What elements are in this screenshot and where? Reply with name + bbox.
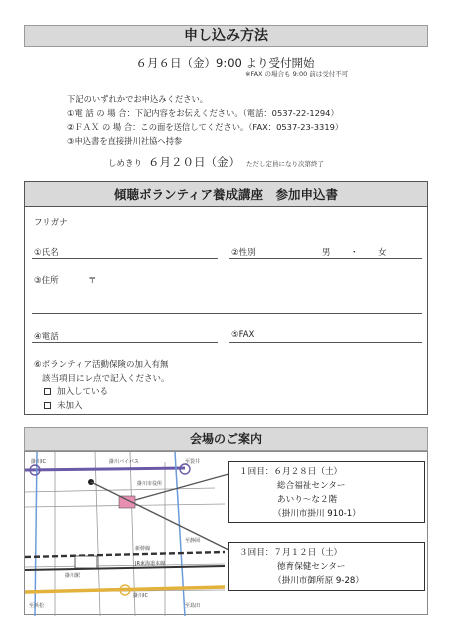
venue-session-3 — [228, 542, 425, 591]
instruction-intro: 下記のいずれかでお申込みください。 — [67, 94, 209, 104]
address-label: ③住所 — [34, 276, 59, 286]
furigana-label: フリガナ — [34, 218, 68, 228]
session-1-address: （掛川市掛川 910-1） — [273, 509, 361, 519]
reception-start: ６月６日（金）9:00 より受付開始 — [135, 56, 315, 70]
postal-mark: 〒 — [88, 276, 97, 286]
gender-label: ②性別 — [231, 248, 256, 258]
map-label-shimada: 至島田 — [185, 603, 201, 609]
insurance-option-not-enrolled[interactable] — [44, 399, 83, 411]
gender-field-line — [229, 258, 422, 259]
map-label-bypass: 掛川バイパス — [109, 459, 139, 465]
session-1-place: 総合福祉センター — [277, 481, 346, 491]
insurance-hint: 該当項目にレ点で記入ください。 — [42, 374, 170, 384]
name-label: ①氏名 — [34, 248, 59, 258]
checkbox-icon[interactable] — [44, 388, 51, 395]
fax-label: ⑤FAX — [231, 330, 255, 340]
map-label-station: 掛川駅 — [65, 573, 81, 579]
deadline — [108, 154, 324, 170]
session-3-place: 徳育保健センター — [277, 562, 346, 572]
insurance-question: ⑥ボランティア活動保険の加入有無 — [34, 360, 169, 370]
map-label-hamamatsu: 至浜松 — [29, 603, 45, 609]
map-label-shizuoka: 至静岡 — [185, 538, 201, 544]
map-label-ic: 掛川IC — [31, 459, 46, 465]
name-field-line[interactable] — [32, 258, 218, 259]
map-label-cityhall: 掛川市役所 — [137, 481, 163, 487]
application-method-header: 申し込み方法 — [24, 25, 428, 47]
option-label: 未加入 — [57, 401, 83, 411]
gender-male-option[interactable]: 男 — [322, 248, 331, 258]
checkbox-icon[interactable] — [44, 402, 51, 409]
phone-label: ④電話 — [34, 332, 59, 342]
map-label-ic2: 掛川IC — [133, 593, 148, 599]
gender-separator: ・ — [350, 248, 359, 258]
map-label-jr: JR東海道本線 — [135, 561, 165, 567]
venue-session-1 — [228, 461, 425, 523]
phone-field-line[interactable] — [32, 342, 218, 343]
session-3-date: ３回目：７月１２日（土） — [239, 548, 343, 558]
session-1-date: １回目：６月２８日（土） — [239, 467, 343, 477]
option-label: 加入している — [57, 387, 109, 397]
deadline-date: ６月２０日（金） — [148, 155, 241, 169]
instruction-in-person: ③申込書を直接掛川社協へ持参 — [67, 136, 183, 146]
instruction-phone: ①電 話 の 場 合：下記内容をお伝えください。（電話：0537-22-1294） — [67, 108, 339, 118]
map-label-fukuroi: 至袋井 — [185, 459, 201, 465]
insurance-option-enrolled[interactable] — [44, 385, 108, 397]
session-1-floor: あいり～な２階 — [277, 495, 338, 505]
venue-header: 会場のご案内 — [24, 427, 428, 451]
gender-female-option[interactable]: 女 — [378, 248, 387, 258]
fax-note: ※FAX の場合も 9:00 前は受付不可 — [245, 70, 349, 78]
address-field-line[interactable] — [32, 313, 422, 314]
instruction-fax: ②ＦＡＸ の 場 合：この面を送信してください。（FAX：0537-23-3319） — [67, 122, 344, 132]
deadline-label: しめきり — [108, 159, 143, 169]
fax-field-line[interactable] — [229, 342, 422, 343]
form-title: 傾聴ボランティア養成講座 参加申込書 — [24, 181, 428, 207]
map-label-shinkansen: 新幹線 — [135, 546, 151, 552]
deadline-note: ただし定員になり次第終了 — [246, 160, 325, 168]
session-3-address: （掛川市御所原 9-28） — [273, 576, 364, 586]
